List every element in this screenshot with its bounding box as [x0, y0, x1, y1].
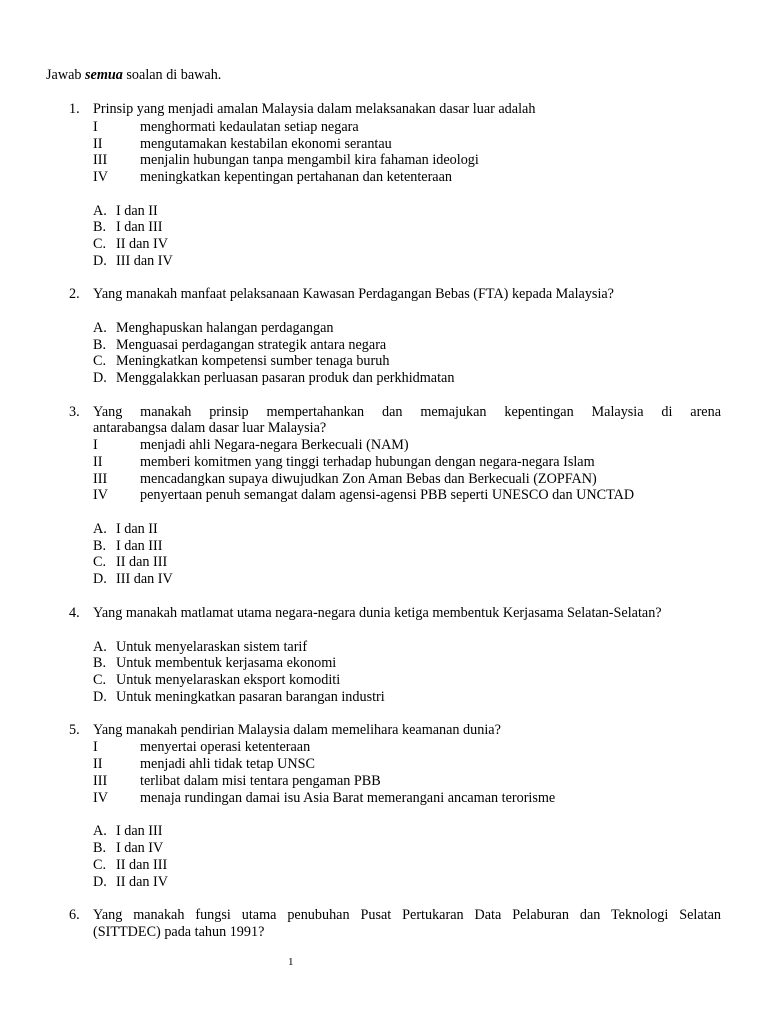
option-letter: C.: [93, 672, 107, 688]
question-number: 1.: [69, 101, 80, 117]
statement: mengutamakan kestabilan ekonomi serantau: [140, 136, 392, 152]
roman-numeral: IV: [93, 169, 108, 185]
page-number: 1: [288, 956, 294, 968]
option-text: II dan IV: [116, 236, 168, 252]
roman-numeral: I: [93, 437, 98, 453]
question-stem: Yang manakah matlamat utama negara-negara dunia ketiga membentuk Kerjasama Selatan-Selatan?: [93, 605, 662, 621]
option-letter: B.: [93, 655, 107, 671]
option-letter: C.: [93, 857, 107, 873]
option-letter: D.: [93, 874, 107, 890]
roman-numeral: II: [93, 136, 103, 152]
option-text: Untuk menyelaraskan eksport komoditi: [116, 672, 341, 688]
option-letter: D.: [93, 370, 107, 386]
option-letter: D.: [93, 571, 107, 587]
option-letter: A.: [93, 639, 107, 655]
statement: menjalin hubungan tanpa mengambil kira fahaman ideologi: [140, 152, 479, 168]
option-letter: A.: [93, 823, 107, 839]
option-letter: B.: [93, 840, 107, 856]
option-letter: A.: [93, 203, 107, 219]
option-letter: A.: [93, 320, 107, 336]
statement: mencadangkan supaya diwujudkan Zon Aman Bebas dan Berkecuali (ZOPFAN): [140, 471, 597, 487]
option-text: I dan II: [116, 203, 158, 219]
option-text: II dan IV: [116, 874, 168, 890]
option-text: II dan III: [116, 857, 168, 873]
instruction-emphasis: semua: [85, 67, 123, 83]
statement: menjadi ahli Negara-negara Berkecuali (NAM): [140, 437, 409, 453]
question-stem: Yang manakah prinsip mempertahankan dan memajukan kepentingan Malaysia di arena: [93, 404, 721, 420]
option-text: III dan IV: [116, 571, 173, 587]
statement: menyertai operasi ketenteraan: [140, 739, 311, 755]
statement: terlibat dalam misi tentara pengaman PBB: [140, 773, 381, 789]
option-text: I dan III: [116, 219, 163, 235]
option-text: III dan IV: [116, 253, 173, 269]
option-text: Menghapuskan halangan perdagangan: [116, 320, 334, 336]
question-number: 6.: [69, 907, 80, 923]
statement: penyertaan penuh semangat dalam agensi-agensi PBB seperti UNESCO dan UNCTAD: [140, 487, 635, 503]
option-text: Untuk menyelaraskan sistem tarif: [116, 639, 308, 655]
option-text: Menggalakkan perluasan pasaran produk dan perkhidmatan: [116, 370, 455, 386]
option-text: I dan III: [116, 538, 163, 554]
option-letter: A.: [93, 521, 107, 537]
roman-numeral: II: [93, 454, 103, 470]
statement: menjadi ahli tidak tetap UNSC: [140, 756, 315, 772]
question-stem-continued: antarabangsa dalam dasar luar Malaysia?: [93, 420, 327, 436]
question-number: 2.: [69, 286, 80, 302]
question-number: 4.: [69, 605, 80, 621]
roman-numeral: III: [93, 471, 108, 487]
statement: memberi komitmen yang tinggi terhadap hubungan dengan negara-negara Islam: [140, 454, 595, 470]
roman-numeral: III: [93, 152, 108, 168]
option-text: Untuk meningkatkan pasaran barangan industri: [116, 689, 385, 705]
roman-numeral: II: [93, 756, 103, 772]
option-letter: C.: [93, 353, 107, 369]
roman-numeral: I: [93, 119, 98, 135]
option-text: I dan II: [116, 521, 158, 537]
option-text: I dan IV: [116, 840, 164, 856]
option-text: I dan III: [116, 823, 163, 839]
option-letter: D.: [93, 253, 107, 269]
option-letter: B.: [93, 538, 107, 554]
option-letter: B.: [93, 337, 107, 353]
roman-numeral: III: [93, 773, 108, 789]
question-stem-continued: (SITTDEC) pada tahun 1991?: [93, 924, 265, 940]
roman-numeral: I: [93, 739, 98, 755]
question-number: 3.: [69, 404, 80, 420]
option-text: Meningkatkan kompetensi sumber tenaga buruh: [116, 353, 390, 369]
option-text: Untuk membentuk kerjasama ekonomi: [116, 655, 337, 671]
instruction: Jawab semua soalan di bawah.: [46, 67, 222, 83]
question-stem: Yang manakah manfaat pelaksanaan Kawasan Perdagangan Bebas (FTA) kepada Malaysia?: [93, 286, 614, 302]
roman-numeral: IV: [93, 790, 108, 806]
option-letter: C.: [93, 236, 107, 252]
question-number: 5.: [69, 722, 80, 738]
question-stem: Yang manakah pendirian Malaysia dalam memelihara keamanan dunia?: [93, 722, 501, 738]
question-stem: Yang manakah fungsi utama penubuhan Pusat Pertukaran Data Pelaburan dan Teknologi Selatan: [93, 907, 721, 923]
option-letter: B.: [93, 219, 107, 235]
question-stem: Prinsip yang menjadi amalan Malaysia dalam melaksanakan dasar luar adalah: [93, 101, 536, 117]
option-text: II dan III: [116, 554, 168, 570]
statement: menghormati kedaulatan setiap negara: [140, 119, 359, 135]
option-letter: D.: [93, 689, 107, 705]
statement: menaja rundingan damai isu Asia Barat memerangani ancaman terorisme: [140, 790, 556, 806]
option-text: Menguasai perdagangan strategik antara negara: [116, 337, 387, 353]
option-letter: C.: [93, 554, 107, 570]
roman-numeral: IV: [93, 487, 108, 503]
statement: meningkatkan kepentingan pertahanan dan ketenteraan: [140, 169, 452, 185]
